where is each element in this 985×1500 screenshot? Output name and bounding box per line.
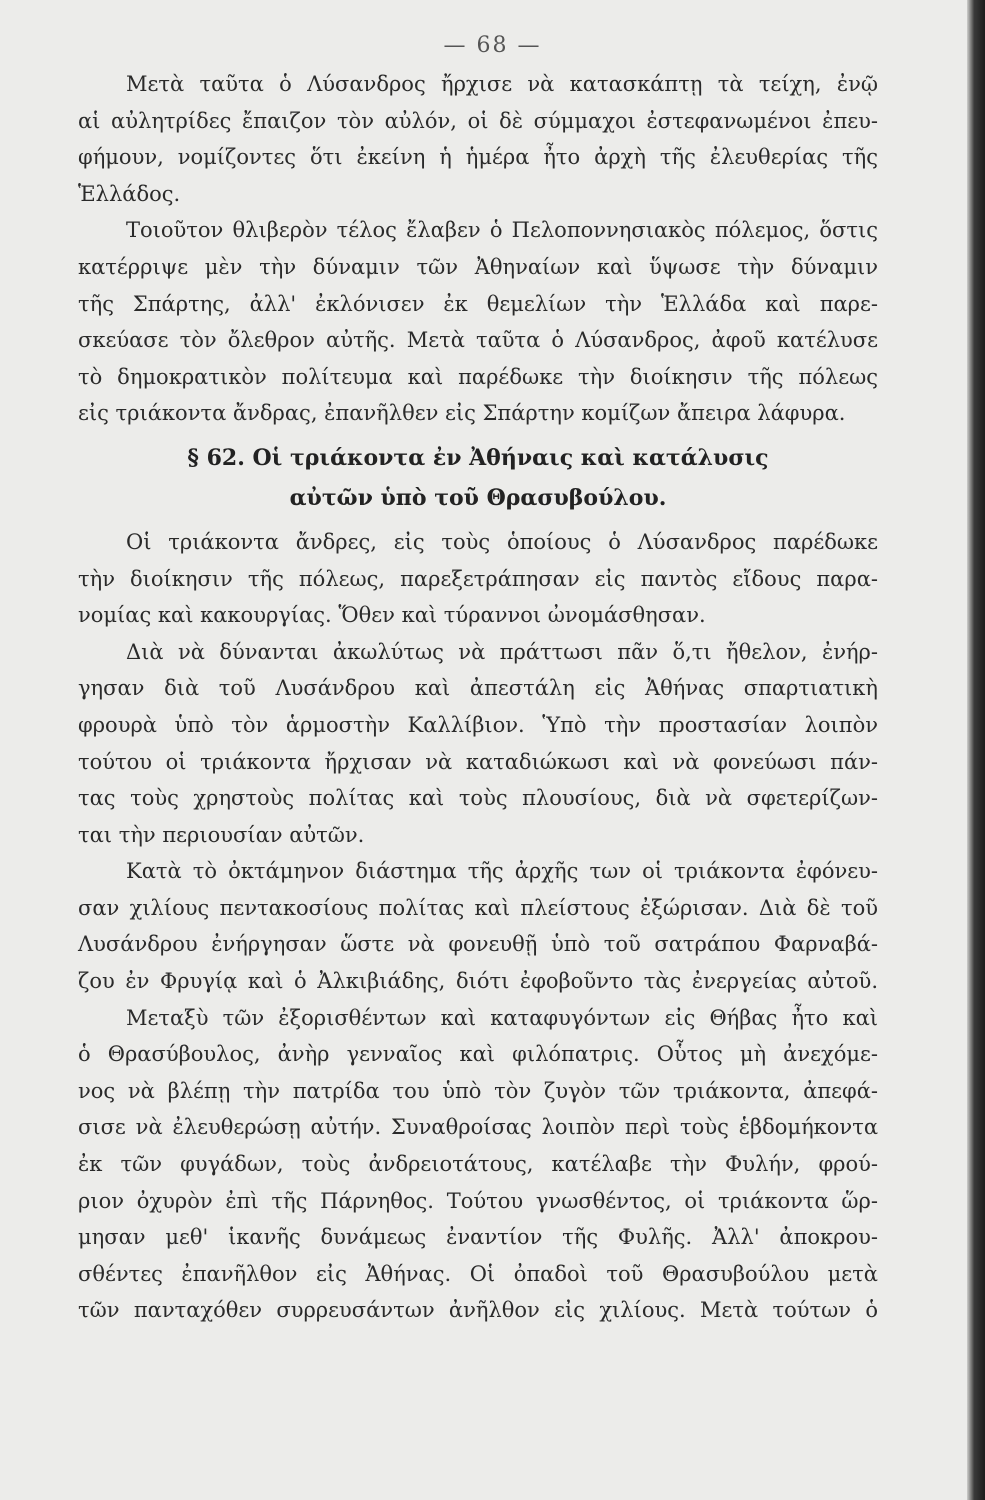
text-line: τὸ δημοκρατικὸν πολίτευμα καὶ παρέδωκε τὴν διοίκησιν τῆς πόλεως [78, 364, 878, 389]
section-heading-line: αὐτῶν ὑπὸ τοῦ Θρασυβούλου. [289, 484, 667, 511]
text-line: τὴν διοίκησιν τῆς πόλεως, παρεξετράπησαν εἰς παντὸς εἴδους παρα- [78, 566, 878, 591]
text-line: νος νὰ βλέπῃ τὴν πατρίδα του ὑπὸ τὸν ζυγὸν τῶν τριάκοντα, ἀπεφά- [78, 1078, 878, 1103]
text-line: φρουρὰ ὑπὸ τὸν ἁρμοστὴν Καλλίβιον. Ὑπὸ τὴν προστασίαν λοιπὸν [78, 712, 878, 737]
paragraph [78, 853, 878, 999]
page-number: — 68 — [443, 33, 542, 58]
text-line: Οἱ τριάκοντα ἄνδρες, εἰς τοὺς ὁποίους ὁ Λύσανδρος παρέδωκε [126, 529, 878, 554]
text-line: Ἑλλάδος. [78, 181, 181, 206]
text-line: Μετὰ ταῦτα ὁ Λύσανδρος ἤρχισε νὰ κατασκάπτῃ τὰ τείχη, ἐνῷ [126, 72, 878, 96]
text-line: τας τοὺς χρηστοὺς πολίτας καὶ τοὺς πλουσίους, διὰ νὰ σφετερίζων- [78, 786, 878, 811]
text-line: ται τὴν περιουσίαν αὐτῶν. [78, 822, 365, 847]
section-heading [78, 438, 878, 518]
text-line: ὁ Θρασύβουλος, ἀνὴρ γενναῖος καὶ φιλόπατρις. Οὗτος μὴ ἀνεχόμε- [78, 1042, 878, 1067]
text-line: νομίας καὶ κακουργίας. Ὅθεν καὶ τύραννοι ὠνομάσθησαν. [78, 603, 706, 628]
text-line: σκεύασε τὸν ὄλεθρον αὐτῆς. Μετὰ ταῦτα ὁ Λύσανδρος, ἀφοῦ κατέλυσε [78, 328, 878, 353]
text-body [78, 66, 878, 1329]
text-line: Κατὰ τὸ ὀκτάμηνον διάστημα τῆς ἀρχῆς των οἱ τριάκοντα ἐφόνευ- [126, 859, 878, 884]
page-edge-shadow [967, 0, 985, 1500]
text-line: ζου ἐν Φρυγίᾳ καὶ ὁ Ἀλκιβιάδης, διότι ἐφοβοῦντο τὰς ἐνεργείας αὐτοῦ. [78, 969, 878, 994]
text-line: ἐκ τῶν φυγάδων, τοὺς ἀνδρειοτάτους, κατέλαβε τὴν Φυλήν, φρού- [78, 1152, 878, 1177]
text-line: σθέντες ἐπανῆλθον εἰς Ἀθήνας. Οἱ ὀπαδοὶ τοῦ Θρασυβούλου μετὰ [78, 1261, 878, 1286]
text-line: μησαν μεθ' ἱκανῆς δυνάμεως ἐναντίον τῆς Φυλῆς. Ἀλλ' ἀποκρου- [78, 1225, 878, 1250]
text-line: σισε νὰ ἐλευθερώσῃ αὐτήν. Συναθροίσας λοιπὸν περὶ τοὺς ἑβδομήκοντα [78, 1115, 878, 1140]
paragraph [78, 1000, 878, 1329]
paragraph [78, 212, 878, 432]
text-line: αἱ αὐλητρίδες ἔπαιζον τὸν αὐλόν, οἱ δὲ σύμμαχοι ἐστεφανωμένοι ἐπευ- [78, 108, 878, 133]
text-line: φήμουν, νομίζοντες ὅτι ἐκείνη ἡ ἡμέρα ἦτο ἀρχὴ τῆς ἐλευθερίας τῆς [78, 145, 878, 170]
text-line: ριον ὀχυρὸν ἐπὶ τῆς Πάρνηθος. Τούτου γνωσθέντος, οἱ τριάκοντα ὥρ- [78, 1188, 878, 1213]
text-line: εἰς τριάκοντα ἄνδρας, ἐπανῆλθεν εἰς Σπάρτην κομίζων ἄπειρα λάφυρα. [78, 401, 846, 426]
text-line: τούτου οἱ τριάκοντα ἤρχισαν νὰ καταδιώκωσι καὶ νὰ φονεύωσι πάν- [78, 749, 878, 774]
paragraph [78, 66, 878, 212]
text-line: κατέρριψε μὲν τὴν δύναμιν τῶν Ἀθηναίων καὶ ὕψωσε τὴν δύναμιν [78, 254, 878, 279]
paragraph [78, 524, 878, 634]
text-line: Τοιοῦτον θλιβερὸν τέλος ἔλαβεν ὁ Πελοποννησιακὸς πόλεμος, ὅστις [126, 218, 878, 243]
text-line: Διὰ νὰ δύνανται ἀκωλύτως νὰ πράττωσι πᾶν ὅ,τι ἤθελον, ἐνήρ- [126, 639, 878, 664]
text-line: τῶν πανταχόθεν συρρευσάντων ἀνῆλθον εἰς χιλίους. Μετὰ τούτων ὁ [78, 1298, 878, 1323]
text-line: σαν χιλίους πεντακοσίους πολίτας καὶ πλείστους ἐξώρισαν. Διὰ δὲ τοῦ [78, 895, 878, 920]
paragraph [78, 634, 878, 854]
text-line: τῆς Σπάρτης, ἀλλ' ἐκλόνισεν ἐκ θεμελίων τὴν Ἑλλάδα καὶ παρε- [78, 291, 878, 316]
text-line: Λυσάνδρου ἐνήργησαν ὥστε νὰ φονευθῇ ὑπὸ τοῦ σατράπου Φαρναβά- [78, 932, 878, 957]
text-line: γησαν διὰ τοῦ Λυσάνδρου καὶ ἀπεστάλη εἰς Ἀθήνας σπαρτιατικὴ [78, 676, 878, 701]
section-heading-line: § 62. Οἱ τριάκοντα ἐν Ἀθήναις καὶ κατάλυσις [187, 444, 769, 471]
text-line: Μεταξὺ τῶν ἐξορισθέντων καὶ καταφυγόντων εἰς Θήβας ἦτο καὶ [126, 1005, 878, 1030]
